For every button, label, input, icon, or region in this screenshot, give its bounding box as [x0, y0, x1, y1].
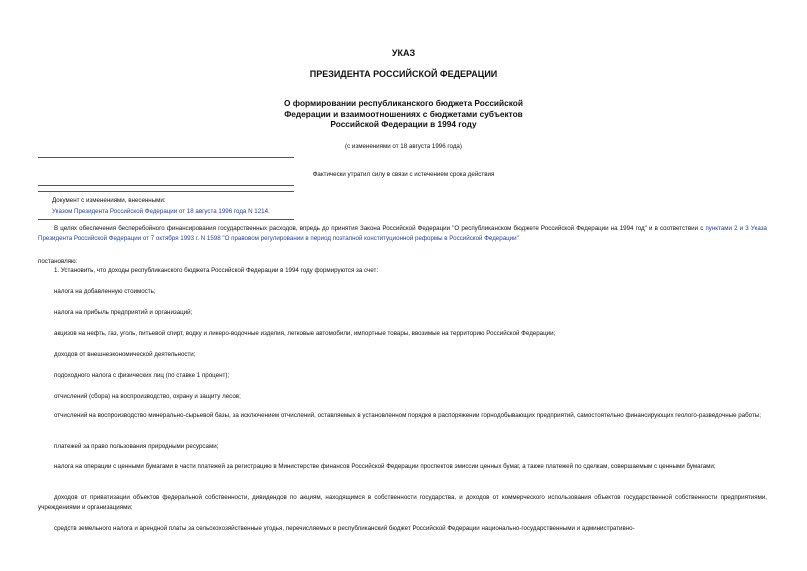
doc-title: УКАЗ	[391, 48, 416, 58]
list-item: отчислений на воспроизводство минерально-сырьевой базы, за исключением отчислений, оставляемых в установленном порядке в распоряжении горнодобывающих предприятий, самостоятельно финансирующих геолого-разведочные работы;	[54, 412, 761, 419]
divider	[38, 219, 294, 220]
decree-word: постановляю:	[38, 258, 78, 265]
list-item: средств земельного налога и арендной платы за сельскохозяйственные угодья, перечисляемых в республиканский бюджет Российской Федерации национально-государственными и административно-	[54, 525, 635, 532]
list-item: платежей за право пользования природными ресурсами;	[54, 443, 219, 450]
doc-subject-line1: О формировании республиканского бюджета Российской	[284, 98, 523, 108]
doc-subject	[0, 98, 807, 130]
list-item: доходов от внешнеэкономической деятельности;	[54, 351, 196, 358]
status-note: Фактически утратил силу в связи с истечением срока действия	[312, 171, 495, 178]
list-item: подоходного налога с физических лиц (по ставке 1 процент);	[54, 372, 230, 379]
list-item: доходов от приватизации объектов федеральной собственности, дивидендов по акциям, находящимся в собственности государства, и доходов от коммерческого использования объектов государственной собственности предприятиями, учреждениями и организациями;	[38, 494, 767, 511]
preamble-paragraph	[38, 224, 767, 243]
divider	[38, 157, 294, 158]
changes-link[interactable]: Указом Президента Российской Федерации от 18 августа 1996 года N 1214.	[52, 208, 270, 215]
amendments-note: (с изменениями от 18 августа 1996 года)	[345, 143, 462, 150]
doc-issuer: ПРЕЗИДЕНТА РОССИЙСКОЙ ФЕДЕРАЦИИ	[309, 69, 498, 79]
preamble-text: В целях обеспечения бесперебойного финансирования государственных расходов, впредь до принятия Закона Российской Федерации "О республиканском бюджете Российской Федерации на 1994 год" и в соответствии с	[54, 225, 706, 232]
doc-subject-line3: Российской Федерации в 1994 году	[330, 119, 477, 130]
divider	[38, 191, 294, 192]
item-1: 1. Установить, что доходы республиканского бюджета Российской Федерации в 1994 году формируются за счет:	[54, 267, 379, 274]
divider	[38, 185, 294, 186]
list-item: отчислений (сбора) на воспроизводство, охрану и защиту лесов;	[54, 393, 241, 400]
list-item: налога на прибыль предприятий и организаций;	[54, 309, 193, 316]
list-item: налога на добавленную стоимость;	[54, 288, 156, 295]
changes-label: Документ с изменениями, внесенными:	[52, 197, 166, 204]
doc-subject-line2: Федерации и взаимоотношениях с бюджетами субъектов	[284, 108, 523, 119]
list-item: налога на операции с ценными бумагами в части платежей за регистрацию в Министерстве финансов Российской Федерации проспектов эмиссии ценных бумаг, а также платежей по сделкам, совершаемым с ценными бумагами;	[54, 463, 716, 470]
list-item: акцизов на нефть, газ, уголь, питьевой спирт, водку и ликеро-водочные изделия, легковые автомобили, импортные товары, ввозимые на территорию Российской Федерации;	[54, 330, 556, 337]
preamble-link[interactable]: пунктами 2 и 3 Указа Президента Российской Федерации от 7 октября 1993 г. N 1598 "О правовом регулировании в период поэтапной конституционной реформы в Российской Федерации"	[38, 225, 767, 242]
